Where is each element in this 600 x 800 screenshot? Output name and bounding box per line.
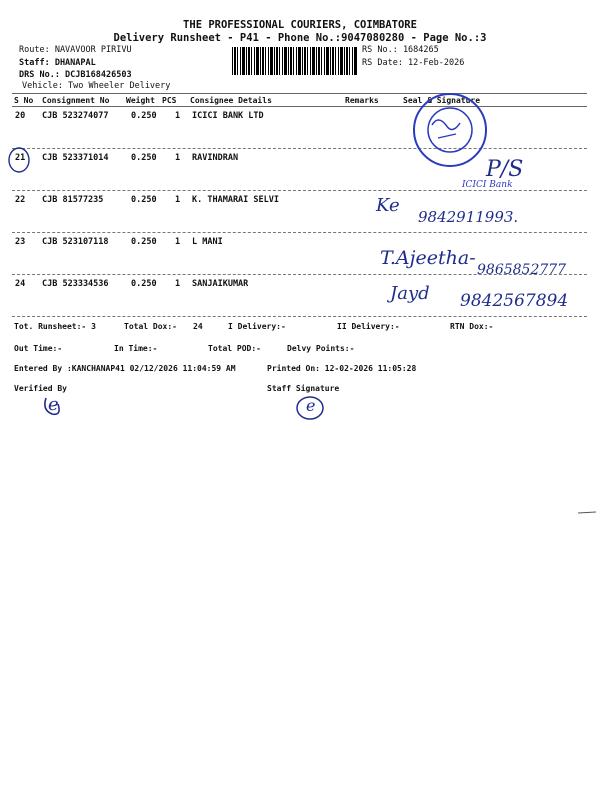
row-consignment: CJB 523274077: [42, 111, 109, 121]
company-title: THE PROFESSIONAL COURIERS, COIMBATORE: [183, 19, 417, 31]
col-weight: Weight: [126, 96, 155, 105]
row-pcs: 1: [175, 111, 181, 121]
bank-seal-stamp: [414, 94, 486, 166]
row-consignee: K. THAMARAI SELVI: [192, 195, 279, 205]
row-pcs: 1: [175, 195, 181, 205]
tot-runsheet: Tot. Runsheet:- 3: [14, 322, 96, 331]
row-pcs: 1: [175, 153, 181, 163]
col-sno: S No: [14, 96, 34, 105]
drs-number: DRS No.: DCJB168426503: [19, 70, 132, 80]
col-pcs: PCS: [162, 96, 177, 105]
row24-signature: Jayd: [390, 283, 430, 304]
entered-by: Entered By :KANCHANAP41 02/12/2026 11:04:59 AM: [14, 364, 236, 373]
row-sno: 21: [15, 153, 26, 163]
staff-label: Staff: DHANAPAL: [19, 58, 96, 68]
in-time: In Time:-: [114, 344, 158, 353]
row-weight: 0.250: [131, 279, 157, 289]
rs-date: RS Date: 12-Feb-2026: [362, 58, 465, 68]
col-seal-signature: Seal & Signature: [403, 96, 481, 105]
printed-on: Printed On: 12-02-2026 11:05:28: [267, 364, 417, 373]
row-weight: 0.250: [131, 237, 157, 247]
runsheet-subtitle: Delivery Runsheet - P41 - Phone No.:9047080280 - Page No.:3: [113, 32, 487, 44]
row-consignment: CJB 523107118: [42, 237, 109, 247]
row-pcs: 1: [175, 279, 181, 289]
i-delivery: I Delivery:-: [228, 322, 286, 331]
vehicle-label: Vehicle: Two Wheeler Delivery: [22, 81, 171, 91]
col-consignee: Consignee Details: [190, 96, 272, 105]
row-consignee: RAVINDRAN: [192, 153, 239, 163]
row23-phone: 9865852777: [477, 262, 567, 278]
row-consignment: CJB 523334536: [42, 279, 109, 289]
circled-row-mark: [9, 148, 29, 172]
rs-number: RS No.: 1684265: [362, 45, 439, 55]
row-consignee: SANJAIKUMAR: [192, 279, 249, 289]
row-consignee: L MANI: [192, 237, 223, 247]
col-remarks: Remarks: [345, 96, 379, 105]
staff-signature-label: Staff Signature: [267, 384, 340, 393]
row-sno: 23: [15, 237, 26, 247]
row-weight: 0.250: [131, 153, 157, 163]
row-sno: 20: [15, 111, 26, 121]
row23-handwritten-name: T.Ajeetha-: [380, 247, 476, 269]
stray-mark: [578, 512, 596, 513]
route-label: Route: NAVAVOOR PIRIVU: [19, 45, 132, 55]
out-time: Out Time:-: [14, 344, 63, 353]
row22-phone: 9842911993.: [418, 208, 519, 226]
delvy-points: Delvy Points:-: [287, 344, 355, 353]
stamp-text: ICICI Bank: [462, 180, 513, 190]
staff-signature: e: [306, 396, 316, 415]
row-sno: 22: [15, 195, 26, 205]
verified-by-label: Verified By: [14, 384, 67, 393]
total-dox-value: 24: [193, 322, 203, 331]
row21-handwritten-note: P/S: [486, 157, 524, 182]
total-dox-label: Total Dox:-: [124, 322, 177, 331]
row-consignee: ICICI BANK LTD: [192, 111, 264, 121]
col-consignment: Consignment No: [42, 96, 110, 105]
verified-signature: e: [48, 394, 59, 415]
row22-signature: Ke: [376, 195, 400, 216]
total-pod: Total POD:-: [208, 344, 261, 353]
row-sno: 24: [15, 279, 26, 289]
ii-delivery: II Delivery:-: [337, 322, 400, 331]
row-pcs: 1: [175, 237, 181, 247]
rtn-dox: RTN Dox:-: [450, 322, 494, 331]
row-weight: 0.250: [131, 111, 157, 121]
row-weight: 0.250: [131, 195, 157, 205]
row24-phone: 9842567894: [460, 291, 569, 311]
row-consignment: CJB 523371014: [42, 153, 109, 163]
row-consignment: CJB 81577235: [42, 195, 104, 205]
